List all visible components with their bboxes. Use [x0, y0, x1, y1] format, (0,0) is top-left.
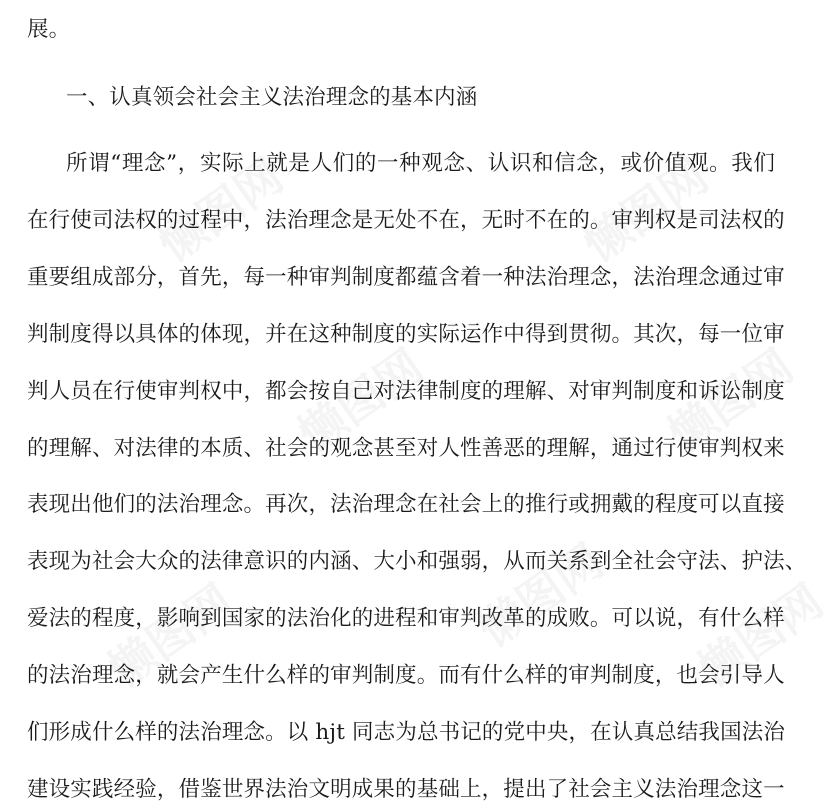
watermark: 懒图网 [573, 148, 718, 273]
paragraph-line: 表现出他们的法治理念。再次，法治理念在社会上的推行或拥戴的程度可以直接 [27, 492, 785, 517]
paragraph-line: 在行使司法权的过程中，法治理念是无处不在，无时不在的。审判权是司法权的 [27, 208, 785, 233]
paragraph-line: 们形成什么样的法治理念。以 hjt 同志为总书记的党中央，在认真总结我国法治 [27, 720, 786, 745]
paragraph-line: 建设实践经验，借鉴世界法治文明成果的基础上，提出了社会主义法治理念这一 [27, 777, 785, 802]
paragraph-line: 的理解、对法律的本质、社会的观念甚至对人性善恶的理解，通过行使审判权来 [27, 436, 785, 461]
watermark: 懒图网 [148, 148, 293, 273]
watermark: 懒图网 [288, 338, 433, 463]
paragraph-line: 的法治理念，就会产生什么样的审判制度。而有什么样的审判制度，也会引导人 [27, 663, 785, 688]
paragraph-line: 重要组成部分，首先，每一种审判制度都蕴含着一种法治理念，法治理念通过审 [27, 265, 785, 290]
text-line-continuation: 展。 [27, 17, 71, 42]
paragraph-line: 爱法的程度，影响到国家的法治化的进程和审判改革的成败。可以说，有什么样 [27, 606, 785, 631]
watermark: 懒图网 [468, 533, 613, 658]
watermark: 懒图网 [688, 573, 833, 698]
watermark: 懒图网 [658, 338, 803, 463]
paragraph-line: 表现为社会大众的法律意识的内涵、大小和强弱，从而关系到全社会守法、护法、 [27, 549, 807, 574]
paragraph-line: 判制度得以具体的体现，并在这种制度的实际运作中得到贯彻。其次，每一位审 [27, 322, 785, 347]
paragraph-line: 判人员在行使审判权中，都会按自己对法律制度的理解、对审判制度和诉讼制度 [27, 379, 785, 404]
paragraph-line: 所谓“理念”，实际上就是人们的一种观念、认识和信念，或价值观。我们 [66, 151, 775, 176]
watermark: 懒图网 [98, 573, 243, 698]
section-heading: 一、认真领会社会主义法治理念的基本内涵 [66, 85, 478, 110]
